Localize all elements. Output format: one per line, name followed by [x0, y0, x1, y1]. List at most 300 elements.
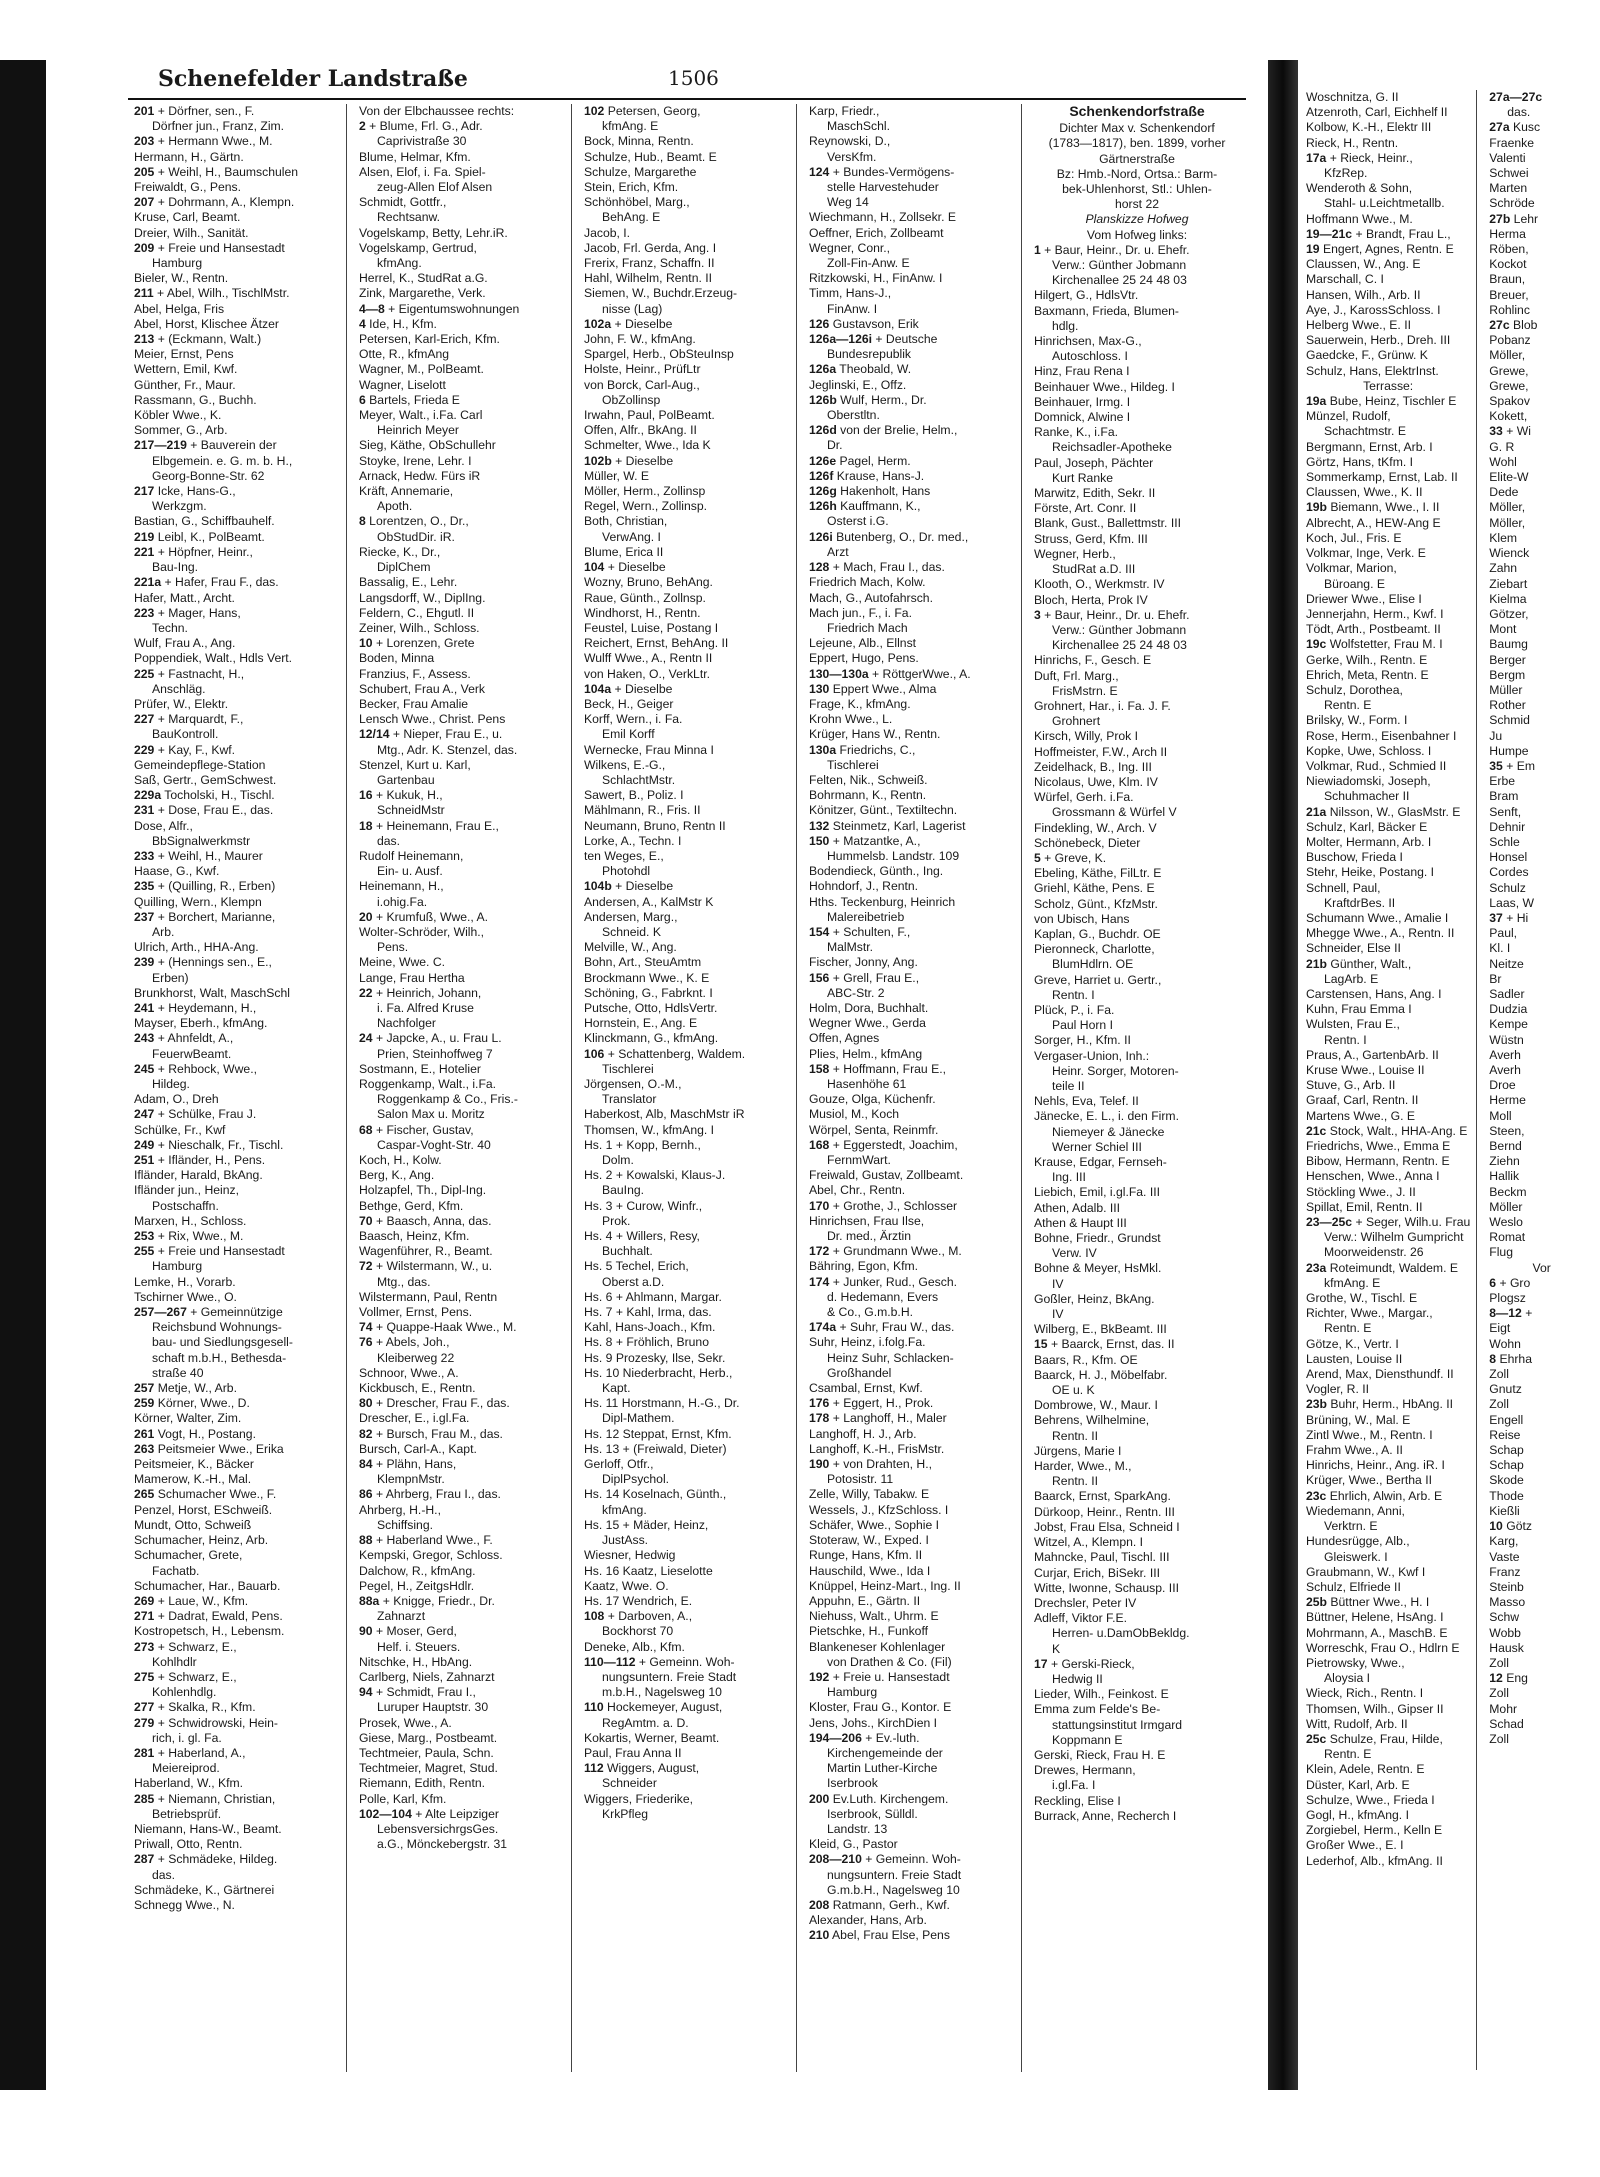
resident-line — [134, 1898, 340, 1913]
resident-line — [1306, 1550, 1470, 1565]
entry-text: Abel, Chr., Rentn. — [809, 1183, 906, 1198]
resident-line — [1306, 850, 1470, 865]
house-number: 4 — [359, 316, 366, 331]
resident-line — [1306, 1641, 1470, 1656]
house-number: 126a—126i — [809, 332, 873, 347]
entry-text: Hinrichs, Heinr., Ang. iR. I — [1306, 1458, 1445, 1473]
house-number: 2 — [359, 119, 366, 134]
entry-text: Spillat, Emil, Rentn. II — [1306, 1199, 1423, 1214]
entry-text: Jobst, Frau Elsa, Schneid I — [1034, 1519, 1180, 1534]
entry-text: Ing. III — [1052, 1170, 1086, 1185]
resident-line — [584, 1579, 790, 1594]
resident-line — [1034, 1596, 1240, 1611]
resident-line — [1034, 1444, 1240, 1459]
entry-text: Hs. 14 Koselnach, Günth., — [584, 1487, 727, 1502]
entry-text: Bartels, Frieda E — [365, 392, 460, 407]
entry-text: Hs. 1 + Kopp, Bernh., — [584, 1137, 701, 1152]
entry-text: VersKfm. — [827, 149, 877, 164]
resident-line — [1489, 668, 1594, 683]
resident-line — [1306, 1200, 1470, 1215]
house-number: 102b — [584, 453, 612, 468]
entry-text: + Schmidt, Frau I., — [372, 1685, 476, 1700]
house-entry — [809, 1670, 1015, 1685]
entry-text: Laas, W — [1489, 895, 1534, 910]
resident-line — [1489, 1641, 1594, 1656]
entry-text: Herme — [1489, 1093, 1526, 1108]
entry-text: Tischlerei — [827, 757, 879, 772]
entry-text: Stock, Walt., HHA-Ang. E — [1326, 1123, 1468, 1138]
resident-line — [809, 1214, 1015, 1229]
house-entry — [359, 1807, 565, 1822]
resident-line — [1306, 1352, 1470, 1367]
house-number: 94 — [359, 1685, 373, 1700]
entry-text: Rentn. I — [1324, 1032, 1367, 1047]
resident-line — [1034, 410, 1240, 425]
resident-line — [584, 1031, 790, 1046]
entry-text: Nicolaus, Uwe, Klm. IV — [1034, 774, 1158, 789]
resident-line — [1034, 1581, 1240, 1596]
resident-line — [359, 1381, 565, 1396]
house-entry — [134, 712, 340, 727]
house-number: 229 — [134, 742, 155, 757]
entry-text: Tschirner Wwe., O. — [134, 1289, 237, 1304]
resident-line — [809, 1001, 1015, 1016]
entry-text: Würfel, Gerh. i.Fa. — [1034, 790, 1134, 805]
entry-text: + Abel, Wilh., TischlMstr. — [153, 286, 290, 301]
entry-text: Stehr, Heike, Postang. I — [1306, 865, 1435, 880]
house-entry — [359, 1624, 565, 1639]
entry-text: Roggenkamp, Walt., i.Fa. — [359, 1077, 497, 1091]
entry-text: bek-Uhlenhorst, Stl.: Uhlen- — [1062, 182, 1212, 197]
entry-text: Hs. 5 Techel, Erich, — [584, 1259, 689, 1274]
resident-line — [584, 545, 790, 560]
resident-line — [1034, 1125, 1240, 1140]
resident-line — [1306, 1686, 1470, 1701]
resident-line — [359, 423, 565, 438]
entry-text: Athen, Adalb. III — [1034, 1200, 1121, 1215]
house-entry — [1489, 1352, 1594, 1367]
resident-line — [809, 1503, 1015, 1518]
house-number: 253 — [134, 1229, 155, 1244]
entry-text: + Abels, Joh., — [372, 1335, 450, 1350]
resident-line — [809, 1548, 1015, 1563]
resident-line — [359, 682, 565, 697]
resident-line — [809, 1366, 1015, 1381]
resident-line — [809, 134, 1015, 149]
entry-text: Translator — [602, 1092, 657, 1107]
resident-line — [134, 819, 340, 834]
house-entry — [134, 134, 340, 149]
resident-line — [584, 606, 790, 621]
entry-text: Schuhmacher II — [1324, 789, 1410, 804]
house-number: 15 — [1034, 1337, 1048, 1352]
resident-line — [1306, 941, 1470, 956]
resident-line — [359, 1548, 565, 1563]
entry-text: Heinemann, H., — [359, 879, 444, 894]
entry-text: OE u. K — [1052, 1383, 1095, 1398]
entry-text: Potosistr. 11 — [827, 1472, 894, 1487]
entry-text: Müller, W. E — [584, 468, 650, 483]
resident-line — [134, 1183, 340, 1198]
house-entry — [134, 606, 340, 621]
resident-line — [1489, 622, 1594, 637]
entry-text: + Hi — [1502, 910, 1529, 925]
entry-text: Aye, J., KarossSchloss. I — [1306, 302, 1441, 317]
entry-text: Friedrich Mach — [827, 620, 908, 635]
house-number: 84 — [359, 1457, 373, 1472]
entry-text: Dolm. — [602, 1153, 634, 1168]
entry-text: + Suhr, Frau W., das. — [836, 1320, 955, 1335]
entry-text: + Dieselbe — [611, 316, 673, 331]
resident-line — [1034, 1064, 1240, 1079]
resident-line — [1306, 531, 1470, 546]
entry-text: Reckling, Elise I — [1034, 1793, 1121, 1808]
entry-text: + Dieselbe — [611, 879, 674, 894]
entry-text: Jens, Johs., KirchDien I — [809, 1715, 938, 1730]
resident-line — [584, 1153, 790, 1168]
resident-line — [584, 667, 790, 682]
entry-text: Götze, K., Vertr. I — [1306, 1336, 1399, 1351]
resident-line — [134, 621, 340, 636]
entry-text: Baars, R., Kfm. OE — [1034, 1352, 1138, 1367]
entry-text: + Krumfuß, Wwe., A. — [372, 909, 489, 924]
resident-line — [809, 636, 1015, 651]
resident-line — [584, 256, 790, 271]
resident-line — [359, 697, 565, 712]
entry-text: Breuer, — [1489, 287, 1529, 302]
house-entry — [809, 925, 1015, 940]
house-entry — [359, 1685, 565, 1700]
resident-line — [1306, 653, 1470, 668]
entry-text: Nilsson, W., GlasMstr. E — [1326, 804, 1461, 819]
resident-line — [809, 1624, 1015, 1639]
resident-line — [1034, 1702, 1240, 1717]
entry-text: + Lorenzen, Grete — [372, 636, 475, 651]
entry-text: Dichter Max v. Schenkendorf — [1059, 121, 1215, 136]
house-entry — [134, 104, 340, 119]
house-number: 86 — [359, 1487, 373, 1502]
house-entry — [584, 560, 790, 575]
house-number: 279 — [134, 1715, 155, 1730]
house-number: 233 — [134, 848, 155, 863]
entry-text: Kostropetsch, H., Lebensm. — [134, 1624, 285, 1639]
house-entry — [584, 682, 790, 697]
entry-text: Sieg, Käthe, ObSchullehr — [359, 438, 496, 453]
entry-text: + Heydemann, H., — [154, 1000, 257, 1015]
house-entry — [809, 682, 1015, 697]
entry-text: + Dose, Frau E., das. — [154, 803, 274, 818]
resident-line — [359, 1168, 565, 1183]
entry-text: Büttner, Helene, HsAng. I — [1306, 1610, 1444, 1625]
resident-line — [359, 834, 565, 849]
house-number: 104b — [584, 879, 612, 894]
house-number: 203 — [134, 134, 155, 149]
house-number: 229a — [134, 788, 162, 803]
entry-text: Mohr — [1489, 1701, 1518, 1716]
resident-line — [584, 1107, 790, 1122]
resident-line — [359, 1640, 565, 1655]
house-number: 27c — [1489, 318, 1510, 333]
house-entry — [809, 362, 1015, 377]
resident-line — [584, 408, 790, 423]
resident-line — [809, 1700, 1015, 1715]
resident-line — [1034, 897, 1240, 912]
entry-text: + Knigge, Friedr., Dr. — [379, 1593, 495, 1608]
house-number: 104 — [584, 560, 605, 575]
entry-text: Sommer, G., Arb. — [134, 423, 228, 438]
house-entry — [1489, 1671, 1594, 1686]
resident-line — [134, 1685, 340, 1700]
entry-text: Niemeyer & Jänecke — [1052, 1124, 1165, 1139]
entry-text: Zahnarzt — [377, 1609, 426, 1624]
entry-text: Spargel, Herb., ObSteuInsp — [584, 347, 734, 362]
resident-line — [1306, 1382, 1470, 1397]
resident-line — [1306, 1185, 1470, 1200]
resident-line — [1306, 379, 1470, 394]
resident-line — [1034, 349, 1240, 364]
entry-text: Niemann, Hans-W., Beamt. — [134, 1821, 282, 1836]
resident-line — [1306, 470, 1470, 485]
entry-text: + Seger, Wilh.u. Frau — [1352, 1215, 1471, 1230]
resident-line — [1489, 1595, 1594, 1610]
entry-text: Volkmar, Marion, — [1306, 561, 1397, 576]
resident-line — [1306, 820, 1470, 835]
entry-text: Hinz, Frau Rena I — [1034, 364, 1130, 379]
resident-line — [1034, 1778, 1240, 1793]
resident-line — [1034, 1292, 1240, 1307]
resident-line — [1034, 1246, 1240, 1261]
entry-text: Paul, Joseph, Pächter — [1034, 455, 1154, 470]
resident-line — [1489, 500, 1594, 515]
resident-line — [134, 180, 340, 195]
house-number: 217—219 — [134, 438, 187, 453]
entry-text: Bohn, Art., SteuAmtm — [584, 955, 702, 970]
entry-text: Worreschk, Frau O., Hdlrn E — [1306, 1640, 1460, 1655]
house-entry — [809, 317, 1015, 332]
entry-text: Musiol, M., Koch — [809, 1107, 900, 1122]
resident-line — [809, 271, 1015, 286]
house-entry — [359, 1335, 565, 1350]
entry-text: Körner, Walter, Zim. — [134, 1411, 242, 1426]
resident-line — [1306, 120, 1470, 135]
entry-text: Kuhn, Frau Emma I — [1306, 1002, 1412, 1017]
entry-text: Koppmann E — [1052, 1732, 1123, 1747]
resident-line — [584, 1685, 790, 1700]
page-number: 1506 — [668, 66, 719, 90]
resident-line — [1034, 1307, 1240, 1322]
house-entry — [584, 104, 790, 119]
entry-text: Ziebart — [1489, 576, 1528, 591]
resident-line — [584, 803, 790, 818]
entry-text: Krohn Wwe., L. — [809, 712, 893, 727]
entry-text: Wohn — [1489, 1336, 1521, 1351]
entry-text: Curjar, Erich, BiSekr. III — [1034, 1565, 1160, 1580]
entry-text: Karp, Friedr., — [809, 104, 880, 118]
entry-text: Feldern, C., Ehgutl. II — [359, 605, 475, 620]
entry-text: Martens Wwe., G. E — [1306, 1108, 1416, 1123]
house-entry — [134, 849, 340, 864]
entry-text: Schiffsing. — [377, 1517, 434, 1532]
resident-line — [1034, 547, 1240, 562]
entry-text: Görtz, Hans, tKfm. I — [1306, 454, 1414, 469]
entry-text: Schönebeck, Dieter — [1034, 835, 1141, 850]
resident-line — [1306, 1778, 1470, 1793]
entry-text: Bohne & Meyer, HsMkl. — [1034, 1261, 1162, 1276]
entry-text: Möller, — [1489, 500, 1526, 515]
entry-text: KfzRep. — [1324, 166, 1368, 181]
entry-text: Oeffner, Erich, Zollbeamt — [809, 225, 944, 240]
resident-line — [359, 606, 565, 621]
entry-text: Polle, Karl, Kfm. — [359, 1791, 447, 1806]
entry-text: Gemeindepflege-Station — [134, 757, 266, 772]
resident-line — [1489, 1367, 1594, 1382]
house-entry — [134, 1153, 340, 1168]
resident-line — [584, 864, 790, 879]
entry-text: Dr. — [827, 438, 843, 453]
resident-line — [134, 1077, 340, 1092]
resident-line — [1306, 668, 1470, 683]
resident-line — [809, 1016, 1015, 1031]
entry-text: Ev.Luth. Kirchengem. — [829, 1791, 949, 1806]
resident-line — [1034, 1383, 1240, 1398]
house-entry — [359, 788, 565, 803]
entry-text: Penzel, Horst, ESchweiß. — [134, 1502, 273, 1517]
entry-text: + Schülke, Frau J. — [154, 1107, 257, 1122]
entry-text: Vollmer, Ernst, Pens. — [359, 1305, 473, 1320]
resident-line — [359, 1351, 565, 1366]
resident-line — [584, 1229, 790, 1244]
house-number: 209 — [134, 240, 155, 255]
resident-line — [1489, 1717, 1594, 1732]
entry-text: Leibl, K., PolBeamt. — [154, 529, 265, 544]
resident-line — [1034, 669, 1240, 684]
resident-line — [1034, 1109, 1240, 1124]
resident-line — [359, 560, 565, 575]
entry-text: Hinrichsen, Max-G., — [1034, 334, 1142, 349]
entry-text: Sawert, B., Poliz. I — [584, 788, 684, 803]
entry-text: + (Hennings sen., E., — [154, 955, 272, 970]
resident-line — [1489, 470, 1594, 485]
resident-line — [359, 210, 565, 225]
resident-line — [809, 1427, 1015, 1442]
resident-line — [809, 651, 1015, 666]
resident-line — [134, 347, 340, 362]
resident-line — [1034, 136, 1240, 151]
entry-text: Götz — [1502, 1519, 1532, 1534]
entry-text: Flug — [1489, 1245, 1513, 1260]
house-number: 126e — [809, 453, 837, 468]
house-number: 70 — [359, 1213, 373, 1228]
resident-line — [1489, 1686, 1594, 1701]
entry-text: + Grell, Frau E., — [829, 970, 920, 985]
resident-line — [1306, 348, 1470, 363]
entry-text: + Langhoff, H., Maler — [829, 1411, 947, 1426]
entry-text: Kockot — [1489, 257, 1527, 272]
resident-line — [1306, 713, 1470, 728]
entry-text: Marwitz, Edith, Sekr. II — [1034, 486, 1156, 501]
house-number: 25c — [1306, 1731, 1327, 1746]
house-entry — [359, 1320, 565, 1335]
resident-line — [1306, 729, 1470, 744]
entry-text: Langhoff, K.-H., FrisMstr. — [809, 1441, 945, 1456]
entry-text: Roteimundt, Waldem. E — [1326, 1260, 1458, 1275]
entry-text: Eigt — [1489, 1321, 1511, 1336]
entry-text: Zintl Wwe., M., Rentn. I — [1306, 1427, 1433, 1442]
house-number: 219 — [134, 529, 155, 544]
entry-text: Volkmar, Inge, Verk. E — [1306, 546, 1426, 561]
resident-line — [1306, 364, 1470, 379]
entry-text: Feustel, Luise, Postang I — [584, 620, 719, 635]
entry-text: Schachtmstr. E — [1324, 424, 1406, 439]
resident-line — [809, 378, 1015, 393]
entry-text: Rentn. II — [1052, 1428, 1099, 1443]
resident-line — [134, 210, 340, 225]
entry-text: Ritzkowski, H., FinAnw. I — [809, 271, 943, 286]
resident-line — [809, 1564, 1015, 1579]
resident-line — [134, 651, 340, 666]
entry-text: Lange, Frau Hertha — [359, 970, 465, 985]
entry-text: Schröde — [1489, 196, 1535, 211]
entry-text: Ranke, K., i.Fa. — [1034, 425, 1118, 440]
entry-text: Landstr. 13 — [827, 1821, 888, 1836]
resident-line — [134, 682, 340, 697]
entry-text: Zoll — [1489, 1686, 1509, 1701]
resident-line — [584, 819, 790, 834]
entry-text: Iserbrook, Sülldl. — [827, 1806, 918, 1821]
resident-line — [1034, 152, 1240, 167]
entry-text: Zoll — [1489, 1397, 1509, 1412]
entry-text: Photohdl — [602, 864, 651, 879]
entry-text: Senft, — [1489, 804, 1522, 819]
entry-text: das. — [377, 833, 401, 848]
house-number: 6 — [1489, 1275, 1497, 1290]
entry-text: Schneider, Else II — [1306, 941, 1401, 956]
entry-text: Zahn — [1489, 561, 1518, 576]
entry-text: Ahrberg, H.-H., — [359, 1502, 441, 1517]
entry-text: Wulsten, Frau E., — [1306, 1017, 1400, 1032]
resident-line — [1306, 1473, 1470, 1488]
resident-line — [359, 1472, 565, 1487]
entry-text: + Bundes-Vermögens- — [829, 164, 955, 179]
house-entry — [359, 119, 565, 134]
resident-line — [359, 165, 565, 180]
entry-text: Hallik — [1489, 1169, 1520, 1184]
resident-line — [1306, 136, 1470, 151]
resident-line — [134, 1259, 340, 1274]
resident-line — [1489, 1504, 1594, 1519]
resident-line — [1034, 1429, 1240, 1444]
resident-line — [1489, 1185, 1594, 1200]
entry-text: + Baur, Heinr., Dr. u. Ehefr. — [1040, 607, 1190, 622]
house-number: 27a—27c — [1489, 90, 1543, 104]
house-entry — [809, 819, 1015, 834]
entry-text: + von Drahten, H., — [829, 1457, 932, 1472]
resident-line — [134, 1335, 340, 1350]
entry-text: Boden, Minna — [359, 651, 435, 666]
resident-line — [1489, 1428, 1594, 1443]
entry-text: Timm, Hans-J., — [809, 286, 892, 301]
resident-line — [1306, 303, 1470, 318]
entry-text: Emma zum Felde's Be- — [1034, 1702, 1161, 1717]
house-entry — [809, 1244, 1015, 1259]
resident-line — [809, 195, 1015, 210]
resident-line — [1489, 1245, 1594, 1260]
house-number: 231 — [134, 803, 155, 818]
house-entry — [1306, 1732, 1470, 1747]
resident-line — [584, 986, 790, 1001]
resident-line — [1489, 972, 1594, 987]
resident-line — [134, 1579, 340, 1594]
